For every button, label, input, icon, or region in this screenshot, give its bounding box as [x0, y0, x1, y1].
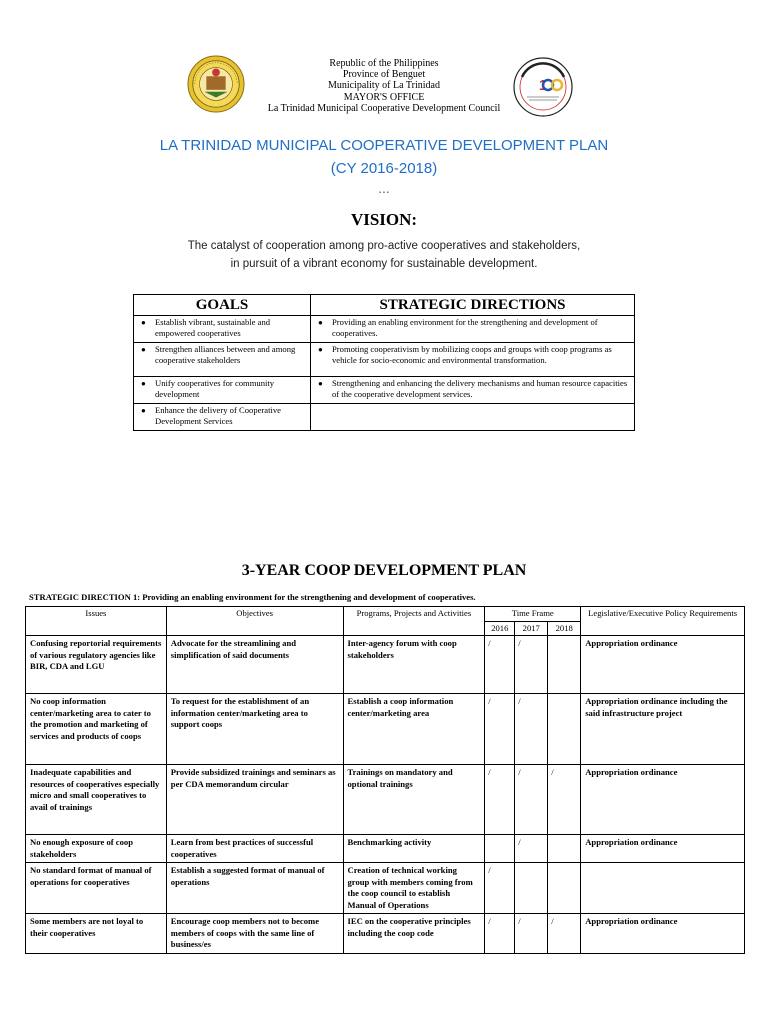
issue-cell: No standard format of manual of operations for cooperatives	[26, 863, 167, 914]
goals-header: GOALS	[134, 295, 311, 316]
goal-item: Enhance the delivery of Cooperative Development Services	[155, 405, 281, 426]
table-row	[26, 835, 745, 863]
year-mark: /	[515, 636, 548, 694]
program-cell: Benchmarking activity	[343, 835, 485, 863]
objective-cell: Establish a suggested format of manual of operations	[166, 863, 343, 914]
year-mark	[548, 835, 581, 863]
year-mark	[548, 694, 581, 765]
year-mark: /	[485, 636, 515, 694]
policy-cell: Appropriation ordinance	[581, 636, 745, 694]
vision-heading: VISION:	[350, 210, 418, 229]
letterhead-line: MAYOR'S OFFICE	[343, 91, 425, 103]
year-header: 2017	[515, 621, 548, 636]
plan-table	[25, 606, 745, 954]
policy-header: Legislative/Executive Policy Requirements	[581, 607, 745, 636]
year-header: 2018	[548, 621, 581, 636]
letterhead-line: Municipality of La Trinidad	[328, 80, 440, 92]
plan-heading: 3-YEAR COOP DEVELOPMENT PLAN	[241, 562, 527, 579]
year-mark: /	[515, 914, 548, 954]
year-mark	[485, 835, 515, 863]
year-mark: /	[515, 694, 548, 765]
objective-cell: Encourage coop members not to become members of coops with the same line of business/es	[166, 914, 343, 954]
objective-cell: To request for the establishment of an information center/marketing area to support coops	[166, 694, 343, 765]
table-row: ● Strengthen alliances between and among cooperative stakeholders ● Promoting cooperativism by mobilizing coops and groups with coop programs as vehicle for socio-economic and environmental transformation.	[134, 343, 635, 377]
svg-text:1: 1	[538, 77, 548, 94]
policy-cell: Appropriation ordinance including the said infrastructure project	[581, 694, 745, 765]
objective-cell: Advocate for the streamlining and simplification of said documents	[166, 636, 343, 694]
letterhead	[200, 58, 568, 114]
objective-cell: Provide subsidized trainings and seminars as per CDA memorandum circular	[166, 765, 343, 835]
year-mark	[548, 636, 581, 694]
policy-cell: Appropriation ordinance	[581, 835, 745, 863]
program-cell: Inter-agency forum with coop stakeholders	[343, 636, 485, 694]
table-row	[26, 694, 745, 765]
issue-cell: No enough exposure of coop stakeholders	[26, 835, 167, 863]
year-mark: /	[548, 914, 581, 954]
objectives-header: Objectives	[166, 607, 343, 636]
table-row: ● Establish vibrant, sustainable and empowered cooperatives ● Providing an enabling environment for the strengthening and development of cooperatives.	[134, 316, 635, 343]
vision-text: The catalyst of cooperation among pro-active cooperatives and stakeholders,	[187, 240, 581, 252]
letterhead-line: La Trinidad Municipal Cooperative Development Council	[267, 102, 501, 114]
time-frame-header: Time Frame	[485, 607, 581, 622]
issue-cell: Some members are not loyal to their cooperatives	[26, 914, 167, 954]
direction-item: Providing an enabling environment for the strengthening and development of cooperatives.	[332, 317, 598, 338]
issue-cell: Confusing reportorial requirements of various regulatory agencies like BIR, CDA and LGU	[26, 636, 167, 694]
vision-text: in pursuit of a vibrant economy for sustainable development.	[230, 258, 538, 270]
year-mark: /	[485, 765, 515, 835]
policy-cell: Appropriation ordinance	[581, 914, 745, 954]
strategic-direction-title: STRATEGIC DIRECTION 1: Providing an enabling environment for the strengthening and development of cooperatives.	[29, 592, 476, 602]
year-mark	[548, 863, 581, 914]
year-header: 2016	[485, 621, 515, 636]
table-row	[26, 636, 745, 694]
goal-item: Establish vibrant, sustainable and empowered cooperatives	[155, 317, 271, 338]
goal-item: Strengthen alliances between and among cooperative stakeholders	[155, 344, 296, 365]
table-row: ● Enhance the delivery of Cooperative Development Services	[134, 404, 635, 431]
year-mark: /	[548, 765, 581, 835]
program-cell: Trainings on mandatory and optional trainings	[343, 765, 485, 835]
letterhead-line: Province of Benguet	[342, 69, 426, 81]
program-cell: Establish a coop information center/marketing area	[343, 694, 485, 765]
objective-cell: Learn from best practices of successful cooperatives	[166, 835, 343, 863]
programs-header: Programs, Projects and Activities	[343, 607, 485, 636]
goal-item: Unify cooperatives for community development	[155, 378, 275, 399]
year-mark: /	[515, 835, 548, 863]
table-row	[26, 914, 745, 954]
program-cell: IEC on the cooperative principles including the coop code	[343, 914, 485, 954]
issue-cell: Inadequate capabilities and resources of cooperatives especially micro and small cooperatives to avail of trainings	[26, 765, 167, 835]
year-mark: /	[485, 863, 515, 914]
program-cell: Creation of technical working group with members coming from the coop council to establish Manual of Operations	[343, 863, 485, 914]
table-row	[26, 863, 745, 914]
direction-item: Promoting cooperativism by mobilizing coops and groups with coop programs as vehicle for socio-economic and environmental transformation.	[332, 344, 612, 365]
direction-item: Strengthening and enhancing the delivery mechanisms and human resource capacities of the cooperative development services.	[332, 378, 628, 399]
goals-table	[133, 294, 635, 431]
policy-cell: Appropriation ordinance	[581, 765, 745, 835]
strategic-directions-header: STRATEGIC DIRECTIONS	[311, 295, 635, 316]
year-mark: /	[485, 914, 515, 954]
document-subtitle: (CY 2016-2018)	[330, 160, 438, 177]
year-mark	[515, 863, 548, 914]
issue-cell: No coop information center/marketing area to cater to the promotion and marketing of services and products of coops	[26, 694, 167, 765]
year-mark: /	[485, 694, 515, 765]
document-title: LA TRINIDAD MUNICIPAL COOPERATIVE DEVELOPMENT PLAN	[159, 137, 609, 154]
ellipsis: ...	[378, 180, 390, 196]
year-mark: /	[515, 765, 548, 835]
table-row	[26, 765, 745, 835]
issues-header: Issues	[26, 607, 167, 636]
policy-cell	[581, 863, 745, 914]
table-row: ● Unify cooperatives for community development ● Strengthening and enhancing the delivery mechanisms and human resource capacities of the cooperative development services.	[134, 377, 635, 404]
letterhead-line: Republic of the Philippines	[329, 58, 439, 69]
